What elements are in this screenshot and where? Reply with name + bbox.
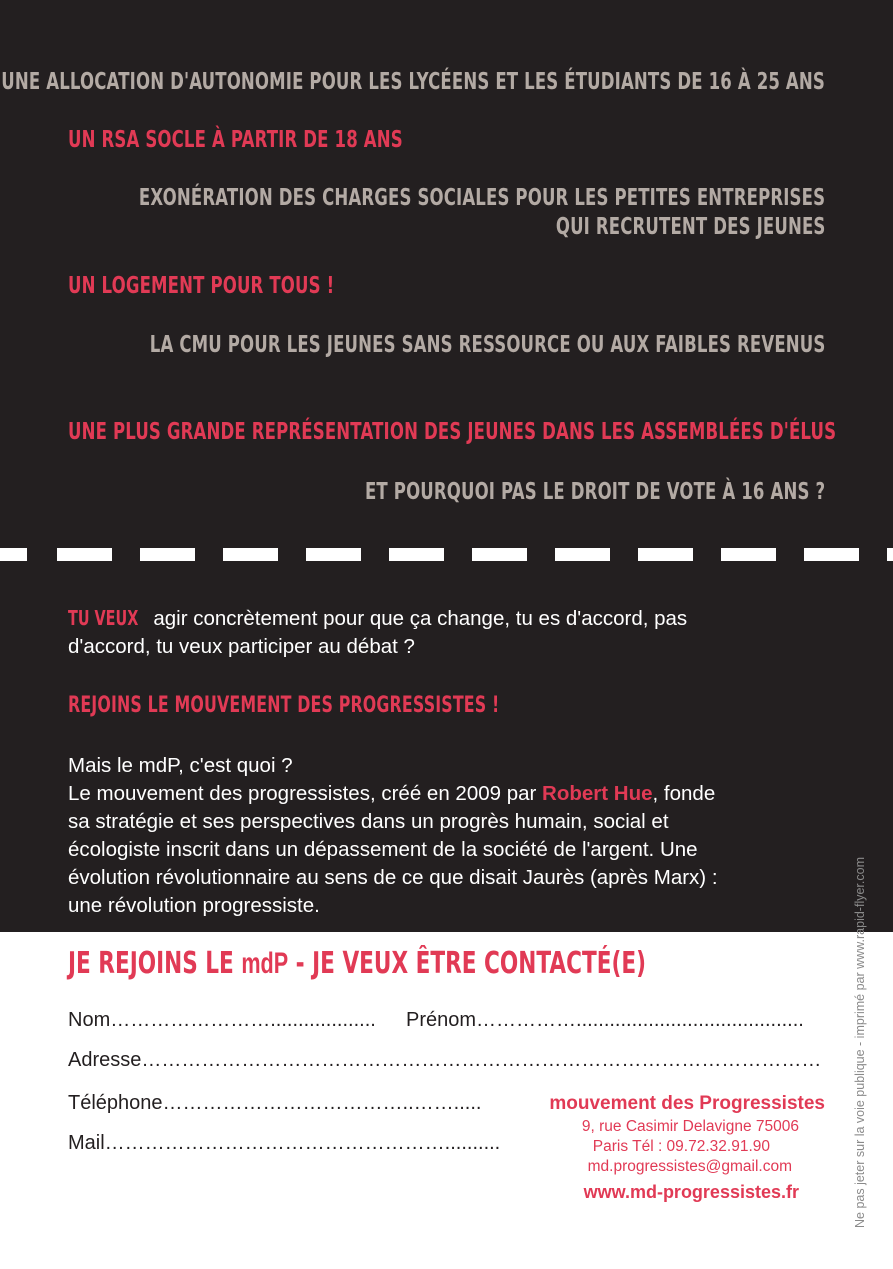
nom-field[interactable]	[68, 1009, 376, 1032]
about-text-1: Le mouvement des progressistes, créé en 2009 par	[68, 782, 543, 805]
headline-logement: UN LOGEMENT POUR TOUS !	[68, 273, 335, 299]
founder-name: Robert Hue	[542, 782, 653, 805]
org-phone: Paris Tél : 09.72.32.91.90	[592, 1138, 770, 1155]
about-line-3: écologiste inscrit dans un dépassement de la société de l'argent. Une	[68, 838, 698, 861]
org-address: 9, rue Casimir Delavigne 75006	[581, 1118, 799, 1135]
form-title-a: JE REJOINS LE	[68, 946, 242, 981]
headline-vote: ET POURQUOI PAS LE DROIT DE VOTE À 16 ANS ?	[364, 479, 825, 505]
headline-exoneration-1: EXONÉRATION DES CHARGES SOCIALES POUR LES PETITES ENTREPRISES	[138, 185, 825, 211]
about-paragraph	[68, 752, 828, 920]
org-name: mouvement des Progressistes	[549, 1093, 825, 1114]
about-line-2: sa stratégie et ses perspectives dans un progrès humain, social et	[68, 810, 669, 833]
intro-lead: TU VEUX	[68, 606, 139, 630]
about-question: Mais le mdP, c'est quoi ?	[68, 754, 293, 777]
headline-allocation: UNE ALLOCATION D'AUTONOMIE POUR LES LYCÉENS ET LES ÉTUDIANTS DE 16 À 25 ANS	[1, 69, 825, 95]
prenom-field[interactable]	[406, 1009, 804, 1032]
telephone-label: Téléphone	[68, 1092, 163, 1114]
telephone-dots[interactable]: ………………………………..…….....	[162, 1092, 482, 1114]
dashed-divider	[0, 548, 893, 561]
prenom-dots[interactable]: …………….........................................	[476, 1009, 804, 1031]
headline-rsa: UN RSA SOCLE À PARTIR DE 18 ANS	[68, 127, 403, 153]
adresse-dots[interactable]: …………………………………………………………………………………………	[141, 1049, 822, 1071]
org-website-link[interactable]: www.md-progressistes.fr	[583, 1182, 799, 1202]
mail-field[interactable]	[68, 1132, 500, 1155]
telephone-field[interactable]	[68, 1092, 481, 1115]
org-email[interactable]: md.progressistes@gmail.com	[587, 1158, 792, 1175]
headline-exoneration-2: QUI RECRUTENT DES JEUNES	[555, 214, 825, 240]
intro-line-1	[68, 604, 828, 633]
mail-label: Mail	[68, 1132, 105, 1154]
call-to-join: REJOINS LE MOUVEMENT DES PROGRESSISTES !	[68, 693, 500, 718]
nom-dots[interactable]: ……………………...................	[110, 1009, 376, 1031]
intro-line-2: d'accord, tu veux participer au débat ?	[68, 635, 415, 658]
adresse-field[interactable]	[68, 1049, 828, 1072]
form-title	[68, 946, 646, 981]
nom-label: Nom	[68, 1009, 111, 1031]
intro-paragraph	[68, 604, 828, 661]
form-title-b: - JE VEUX ÊTRE CONTACTÉ(E)	[288, 946, 646, 981]
about-line-1	[68, 780, 828, 808]
about-text-2: , fonde	[652, 782, 716, 805]
adresse-label: Adresse	[68, 1049, 142, 1071]
intro-text-1: agir concrètement pour que ça change, tu es d'accord, pas	[147, 607, 688, 630]
prenom-label: Prénom	[406, 1009, 477, 1031]
about-line-5: une révolution progressiste.	[68, 894, 320, 917]
headline-representation: UNE PLUS GRANDE REPRÉSENTATION DES JEUNES DANS LES ASSEMBLÉES D'ÉLUS	[68, 419, 837, 445]
form-title-mdp: mdP	[241, 947, 289, 980]
side-legal-note: Ne pas jeter sur la voie publique - imprimé par www.rapid-flyer.com	[853, 857, 867, 1228]
mail-dots[interactable]: ……………………………………………..........	[104, 1132, 501, 1154]
headline-cmu: LA CMU POUR LES JEUNES SANS RESSOURCE OU AUX FAIBLES REVENUS	[149, 332, 825, 358]
about-line-4: évolution révolutionnaire au sens de ce que disait Jaurès (après Marx) :	[68, 866, 718, 889]
